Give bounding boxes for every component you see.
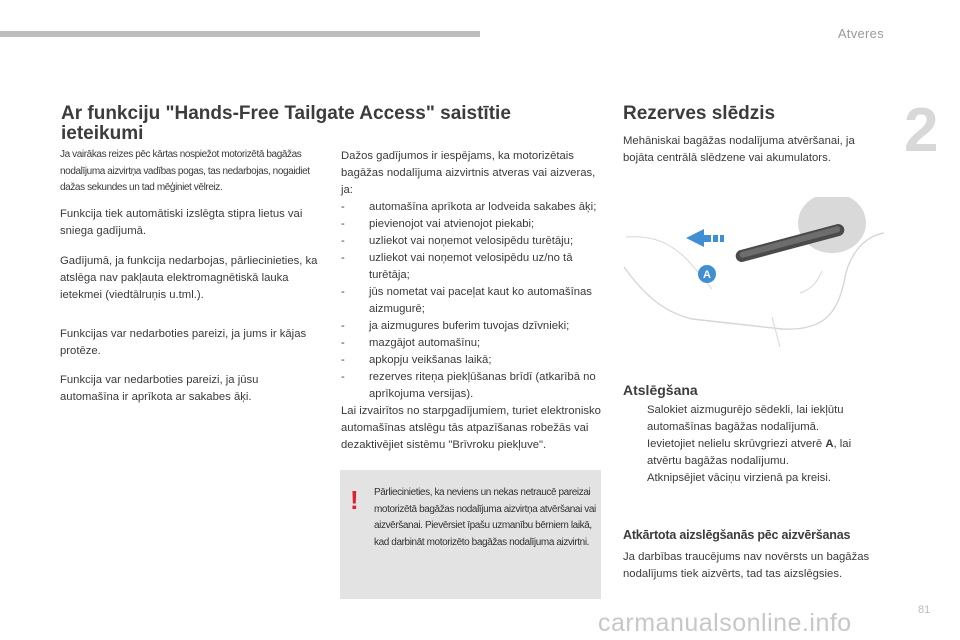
list-item — [341, 352, 603, 369]
step-text-end: , lai atvērtu bagāžas nodalījumu. — [647, 438, 852, 467]
warning-text: Pārliecinieties, ka neviens un nekas netraucē pareizai motorizētā bagāžas nodalījuma aizvirtņa atvēršanai vai aizvēršanai. Pievērsiet īpašu uzmanību bērniem laikā, kad darbināt motorizēto bagāžas nodalījuma aizvirtni. — [374, 487, 596, 548]
label-a-badge: A — [703, 269, 711, 281]
list-item — [341, 216, 603, 233]
left-paragraph-3: Funkcijas var nedarboties pareizi, ja jums ir kājas protēze. — [60, 328, 307, 357]
warning-icon: ! — [350, 485, 359, 515]
list-dash: - — [341, 252, 345, 264]
list-item-text: pievienojot vai atvienojot piekabi; — [369, 218, 535, 230]
list-dash: - — [341, 371, 345, 383]
list-item-text: uzliekot vai noņemot velosipēdu turētāju; — [369, 235, 574, 247]
unlock-step — [623, 402, 885, 436]
list-item — [341, 199, 603, 216]
watermark: carmanualsonline.info — [598, 609, 852, 637]
step-text: Salokiet aizmugurējo sēdekli, lai iekļūtu automašīnas bagāžas nodalījumā. — [647, 404, 844, 433]
list-dash: - — [341, 286, 345, 298]
relock-title: Atkārtota aizslēgšanās pēc aizvēršanas — [623, 528, 851, 542]
unlock-steps — [623, 402, 885, 487]
relock-text: Ja darbības traucējums nav novērsts un bagāžas nodalījums tiek aizvērts, tad tas aizslēgsies. — [623, 551, 870, 580]
top-rule — [0, 31, 480, 37]
spare-switch-intro: Mehāniskai bagāžas nodalījuma atvēršanai, ja bojāta centrālā slēdzene vai akumulators. — [623, 135, 855, 164]
middle-intro: Dažos gadījumos ir iespējams, ka motorizētais bagāžas nodalījuma aizvirtnis atveras vai aizveras, ja: — [341, 150, 596, 196]
cases-list — [341, 199, 603, 403]
list-dash: - — [341, 218, 345, 230]
unlock-step — [623, 470, 885, 487]
page-number: 81 — [918, 604, 931, 616]
list-item — [341, 233, 603, 250]
left-paragraph-2: Gadījumā, ja funkcija nedarbojas, pārliecinieties, ka atslēga nav pakļauta elektromagnētiskā lauka ietekmei (viedtālruņis u.tml.). — [60, 255, 318, 301]
unlock-step — [623, 436, 885, 470]
spare-switch-title: Rezerves slēdzis — [623, 103, 776, 124]
list-item-text: rezerves riteņa piekļūšanas brīdī (atkarībā no aprīkojuma versijas). — [369, 371, 596, 400]
list-item-text: uzliekot vai noņemot velosipēdu uz/no tā turētāja; — [369, 252, 573, 281]
list-item — [341, 369, 603, 403]
list-item-text: mazgājot automašīnu; — [369, 337, 481, 349]
push-direction-arrow — [686, 229, 724, 247]
list-item-text: apkopju veikšanas laikā; — [369, 354, 492, 366]
list-dash: - — [341, 337, 345, 349]
unlock-title: Atslēgšana — [623, 382, 698, 398]
list-item-text: ja aizmugures buferim tuvojas dzīvnieki; — [369, 320, 570, 332]
list-item — [341, 335, 603, 352]
step-text: Atknipsējiet vāciņu virzienā pa kreisi. — [647, 472, 831, 484]
tailgate-lock-illustration — [622, 197, 884, 349]
list-dash: - — [341, 354, 345, 366]
list-item-text: jūs nometat vai paceļat kaut ko automašīnas aizmugurē; — [369, 286, 592, 315]
list-item — [341, 284, 603, 318]
list-item — [341, 318, 603, 335]
list-item-text: automašīna aprīkota ar lodveida sakabes āķi; — [369, 201, 597, 213]
step-text: Ievietojiet nelielu skrūvgriezi atverē — [647, 438, 826, 450]
chapter-number: 2 — [904, 96, 939, 165]
retry-note: Ja vairākas reizes pēc kārtas nospiežot motorizētā bagāžas nodalījuma aizvirtņa vadības pogas, tas nedarbojas, nogaidiet dažas sekundes un tad mēģiniet vēlreiz. — [60, 149, 310, 193]
list-dash: - — [341, 201, 345, 213]
section-name: Atveres — [837, 26, 884, 41]
middle-column — [341, 148, 603, 454]
list-dash: - — [341, 320, 345, 332]
hands-free-tips-title: Ar funkciju "Hands-Free Tailgate Access" saistītie ieteikumi — [61, 103, 511, 144]
opening-label: A — [825, 438, 834, 450]
left-paragraph-4: Funkcija var nedarboties pareizi, ja jūsu automašīna ir aprīkota ar sakabes āķi. — [60, 374, 259, 403]
list-item — [341, 250, 603, 284]
middle-outro: Lai izvairītos no starpgadījumiem, turiet elektronisko automašīnas atslēgu tās atpazīšanas robežās vai dezaktivējiet sistēmu "Brīvroku piekļuve". — [341, 405, 601, 451]
left-paragraph-1: Funkcija tiek automātiski izslēgta stipra lietus vai sniega gadījumā. — [60, 208, 303, 237]
list-dash: - — [341, 235, 345, 247]
